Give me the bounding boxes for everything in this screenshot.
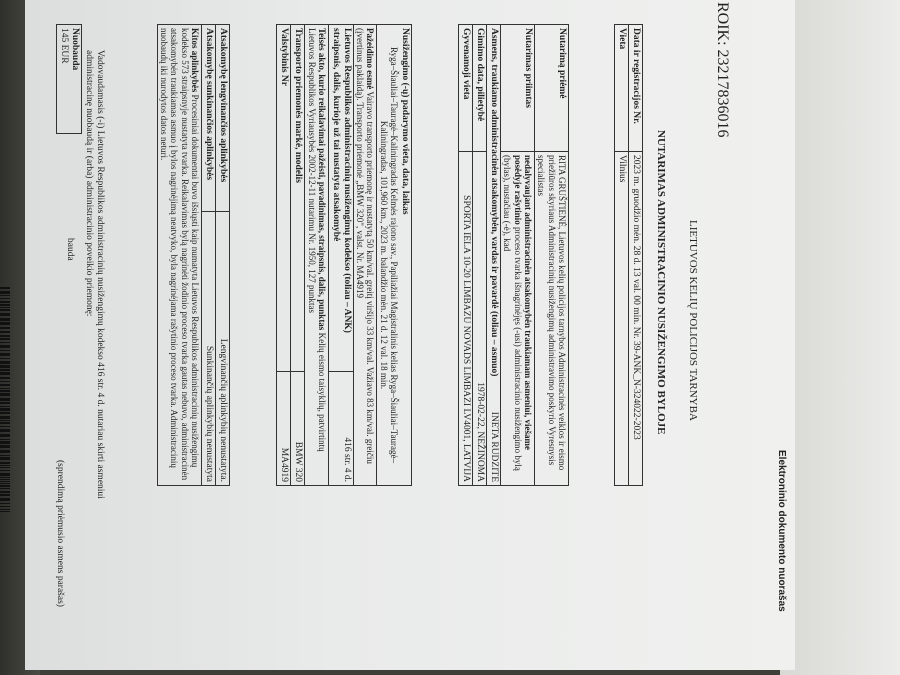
table-row <box>473 25 487 486</box>
made-by-label: Nutarimą priėmė <box>534 25 568 152</box>
date-value: 2023 m. gruodžio mėn. 28 d. 13 val. 00 min. Nr. 39-ANK_N-324022-2023 <box>629 152 643 486</box>
birth-value: 1978-02-22, NEŽINOMA <box>473 152 487 486</box>
article-label: Lietuvos Respublikos administracinių nusižengimų kodekso (toliau – ANK) straipsnis, dalis, kurioje už tai nustatyta atsakomybė <box>328 25 353 372</box>
person-name: INETA RUDZITE <box>488 411 499 482</box>
residence-value: SPORTA IELA 10-20 LIMBAZU NOVADS LIMBAZI LV4001, LATVIJA <box>459 152 473 486</box>
table-row <box>459 25 473 486</box>
document-page <box>25 0 795 670</box>
agency-name: LIETUVOS KELIŲ POLICIJOS TARNYBA <box>687 220 699 421</box>
penalty-value: 145 EUR <box>59 28 70 64</box>
table-row <box>328 25 353 486</box>
table-row <box>291 25 305 486</box>
table-row <box>202 25 216 486</box>
roik-number: ROIK: 23217836016 <box>714 2 731 138</box>
vehicle-value: BMW 320 <box>291 372 305 486</box>
birth-label: Gimimo data, pilietybė <box>473 25 487 152</box>
document-title: NUTARIMAS ADMINISTRACINIO NUSIŽENGIMO BYLOJE <box>655 130 667 435</box>
place-value: Vilnius <box>615 152 629 486</box>
table-row <box>500 25 534 486</box>
barcode-image <box>0 285 10 515</box>
penalty-table <box>56 24 82 134</box>
vehicle-label: Transporto priemonės markė, modelis <box>291 25 305 372</box>
place-label: Vieta <box>615 25 629 152</box>
made-by-value: RITA GRUŠTIENĖ, Lietuvos kelių policijos tarnybos Administracinės veiklos ir eismo priežiūros skyriaus Administracinių nusižengimų administravimo poskyrio Vyresnysis specialistas <box>534 152 568 486</box>
other-value: Procesiniai dokumentai buvo išsiųsti kaip numatyta Lietuvos Respublikos administracinių nusižengimų kodekso 573 straipsnyje nustatyta tvarka. Reikalavimas bylą nagrinėti žodinio proceso tvarka gautas nebuvo, administracinėn atsakomybėn traukiamas asmuo į bylos nagrinėjimą neatvyko, byla nagrinėjama rašytinio proceso tvarka. Administracinių nuobaudų iki nurodytos datos neturi. <box>159 28 201 481</box>
aggravating-label: Atsakomybę sunkinančios aplinkybės <box>202 25 216 212</box>
penalty-type: bauda <box>65 238 75 261</box>
other-label: Kitos aplinkybės <box>190 28 201 93</box>
adopted-rest-text: proceso tvarka išnagrinėjęs (-usi) administracinio nusižengimo bylą (bylas), nustačiau (-ė), kad <box>502 155 523 471</box>
violation-table <box>276 24 412 486</box>
adopted-bold-text: nedalyvaujant administracinėn atsakomybėn traukiamam asmeniui, viešame posėdyje rašytinio <box>512 155 533 451</box>
table-row <box>216 25 230 486</box>
article-value: 416 str. 4 d. <box>328 372 353 486</box>
person-label <box>487 25 501 486</box>
other-cell <box>157 25 201 486</box>
essence-cell <box>353 25 377 486</box>
circumstances-table <box>157 24 230 486</box>
signature-caption: (sprendimą priėmusio asmens parašas) <box>55 460 65 607</box>
table-row <box>157 25 201 486</box>
table-row <box>277 25 291 486</box>
electronic-copy-label: Elektroninio dokumento nuorašas <box>776 450 787 612</box>
table-row <box>534 25 568 486</box>
violation-place-cell <box>377 25 412 486</box>
residence-label: Gyvenamoji vieta <box>459 25 473 152</box>
aggravating-value: Sunkinančių aplinkybių nenustatyta <box>202 212 216 486</box>
law-cell <box>305 25 329 486</box>
violation-place-value: Ryga–Šiauliai–Tauragė–Kaliningradas Kelmės rajono sav., Papiliažiai Magistralinis kelias Ryga–Šiauliai–Tauragė–Kaliningradas, 101,960 km., 2023 m. balandžio mėn. 21 d. 12 val. 18 min. <box>378 46 400 464</box>
law-value: Kelių eismo taisyklių, patvirtintų Lietuvos Respublikos Vyriausybės 2002-12-11 nutarimu Nr. 1950, 127 punktas <box>306 28 327 452</box>
essence-value: Vairavo transporto priemonę ir nustatytą 50 km/val. greitį viršijo 33 km/val. Važiavo 83 km/val. greičiu (įvertinus paklaidą). Transporto priemonė „BMW 320", valst. Nr. MA4919 <box>355 28 376 464</box>
table-row <box>487 25 501 486</box>
table-row <box>377 25 412 486</box>
date-label: Data ir registracijos Nr. <box>629 25 643 152</box>
table-row <box>615 25 629 486</box>
adopted-value <box>500 152 534 486</box>
table-row <box>57 25 82 134</box>
table-row <box>629 25 643 486</box>
mitigating-value: Lengvinančių aplinkybių nenustatyta. <box>216 212 230 486</box>
penalty-cell <box>57 25 82 134</box>
ruling-paragraph: Vadovaudamasis (-i) Lietuvos Respublikos administracinių nusižengimų kodekso 416 str. 4 d. nutariau skirti asmeniui administracinę nuobaudą ir (arba) administracinio poveikio priemonę: <box>84 50 105 499</box>
plate-value: MA4919 <box>277 372 291 486</box>
table-row <box>353 25 377 486</box>
penalty-label: Nuobauda <box>70 28 80 71</box>
person-label-text: Asmens, traukiamo administracinėn atsakomybėn, vardas ir pavardė (toliau – asmuo) <box>488 28 499 377</box>
registration-table <box>614 24 643 486</box>
adopted-label: Nutarimas priimtas <box>500 25 534 152</box>
mitigating-label: Atsakomybę lengvinančios aplinkybės <box>216 25 230 212</box>
plate-label: Valstybinis Nr <box>277 25 291 372</box>
essence-label: Pažeidimo esmė <box>365 28 376 90</box>
table-row <box>305 25 329 486</box>
decision-table <box>458 24 569 486</box>
table-surface <box>780 0 900 675</box>
law-label: Teisės akto, kurio reikalavimai pažeisti, pavadinimas, straipsnis, dalis, punktas <box>316 28 327 331</box>
violation-place-label: Nusižengimo (-ų) padarymo vieta, data, laikas <box>400 28 410 215</box>
